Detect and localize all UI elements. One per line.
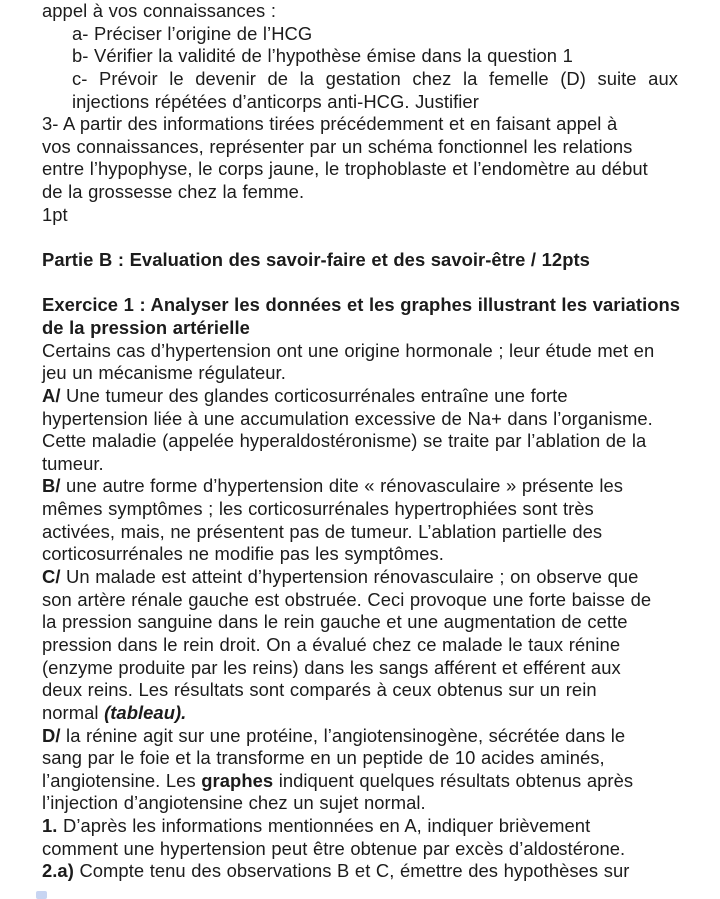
text-segment: Une tumeur des glandes corticosurrénales entraîne une forte: [60, 384, 568, 406]
text-line: [42, 181, 678, 204]
text-line: [42, 226, 678, 249]
text-segment: graphes: [201, 769, 274, 791]
text-segment: la rénine agit sur une protéine, l’angiotensinogène, sécrétée dans le: [60, 724, 626, 746]
text-line: [42, 23, 678, 46]
text-segment: tumeur.: [42, 452, 104, 474]
text-segment: 1pt: [42, 203, 68, 225]
text-line: [42, 68, 678, 91]
text-line: [42, 408, 678, 431]
text-segment: Un malade est atteint d’hypertension rénovasculaire ; on observe que: [60, 566, 639, 588]
text-segment: de la grossesse chez la femme.: [42, 181, 305, 203]
text-segment: de la pression artérielle: [42, 316, 250, 338]
bottom-edge-artifact: [36, 891, 47, 899]
text-segment: Certains cas d’hypertension ont une origine hormonale ; leur étude met en: [42, 339, 655, 361]
text-line: [42, 249, 678, 272]
text-line: [42, 0, 678, 23]
text-segment: la pression sanguine dans le rein gauche et une augmentation de cette: [42, 611, 628, 633]
text-line: [42, 702, 678, 725]
text-line: [42, 136, 678, 159]
text-line: [42, 204, 678, 227]
text-line: [42, 657, 678, 680]
text-segment: l’injection d’angiotensine chez un sujet normal.: [42, 792, 426, 814]
text-line: [42, 385, 678, 408]
text-segment: D/: [42, 724, 61, 746]
text-segment: entre l’hypophyse, le corps jaune, le trophoblaste et l’endomètre au début: [42, 158, 648, 180]
text-line: [42, 589, 678, 612]
text-segment: hypertension liée à une accumulation excessive de Na+ dans l’organisme.: [42, 407, 653, 429]
text-line: [42, 91, 678, 114]
text-segment: corticosurrénales ne modifie pas les symptômes.: [42, 543, 444, 565]
text-segment: Compte tenu des observations B et C, émettre des hypothèses sur: [73, 860, 630, 882]
text-line: [42, 860, 678, 883]
text-segment: 2.a): [42, 860, 74, 882]
text-line: [42, 362, 678, 385]
text-segment: injections répétées d’anticorps anti-HCG. Justifier: [72, 90, 479, 112]
text-segment: D’après les informations mentionnées en A, indiquer brièvement: [57, 815, 591, 837]
text-segment: jeu un mécanisme régulateur.: [42, 362, 286, 384]
text-line: [42, 725, 678, 748]
text-line: [42, 498, 678, 521]
text-line: [42, 792, 678, 815]
document-text-block: [42, 0, 681, 883]
text-segment: l’angiotensine. Les: [42, 769, 202, 791]
text-segment: A/: [42, 384, 61, 406]
text-line: [42, 611, 678, 634]
text-line: [42, 634, 678, 657]
text-segment: Partie B : Evaluation des savoir-faire et des savoir-être / 12pts: [42, 249, 590, 271]
text-segment: son artère rénale gauche est obstruée. Ceci provoque une forte baisse de: [42, 588, 652, 610]
text-line: [42, 430, 678, 453]
text-segment: Cette maladie (appelée hyperaldostéronisme) se traite par l’ablation de la: [42, 430, 647, 452]
text-segment: 3- A partir des informations tirées précédemment et en faisant appel à: [42, 113, 618, 135]
text-line: [42, 45, 678, 68]
text-line: [42, 815, 678, 838]
text-segment: B/: [42, 475, 61, 497]
text-segment: une autre forme d’hypertension dite « rénovasculaire » présente les: [60, 475, 624, 497]
text-line: [42, 679, 678, 702]
text-line: [42, 566, 678, 589]
text-line: [42, 317, 678, 340]
text-line: [42, 770, 678, 793]
text-segment: b- Vérifier la validité de l’hypothèse émise dans la question 1: [72, 45, 573, 67]
text-line: [42, 158, 678, 181]
text-segment: 1.: [42, 815, 58, 837]
text-segment: Exercice 1 : Analyser les données et les graphes illustrant les variations: [42, 294, 681, 316]
text-segment: normal: [42, 701, 105, 723]
text-segment: a- Préciser l’origine de l’HCG: [72, 22, 313, 44]
text-line: [42, 453, 678, 476]
text-line: [42, 113, 678, 136]
text-line: [42, 272, 678, 295]
text-segment: comment une hypertension peut être obtenue par excès d’aldostérone.: [42, 837, 626, 859]
text-segment: activées, mais, ne présentent pas de tumeur. L’ablation partielle des: [42, 520, 603, 542]
text-line: [42, 521, 678, 544]
text-segment: C/: [42, 566, 61, 588]
text-segment: c- Prévoir le devenir de la gestation chez la femelle (D) suite aux: [72, 67, 678, 89]
text-line: [42, 747, 678, 770]
text-line: [42, 475, 678, 498]
text-segment: vos connaissances, représenter par un schéma fonctionnel les relations: [42, 135, 633, 157]
text-line: [42, 543, 678, 566]
text-segment: sang par le foie et la transforme en un peptide de 10 acides aminés,: [42, 747, 605, 769]
text-segment: mêmes symptômes ; les corticosurrénales hypertrophiées sont très: [42, 498, 594, 520]
text-line: [42, 340, 678, 363]
text-line: [42, 838, 678, 861]
text-segment: indiquent quelques résultats obtenus après: [273, 769, 634, 791]
text-segment: appel à vos connaissances :: [42, 0, 276, 21]
text-segment: pression dans le rein droit. On a évalué chez ce malade le taux rénine: [42, 633, 621, 655]
text-line: [42, 294, 681, 317]
text-segment: (enzyme produite par les reins) dans les sangs afférent et efférent aux: [42, 656, 621, 678]
text-segment: (tableau).: [104, 701, 187, 723]
text-segment: deux reins. Les résultats sont comparés à ceux obtenus sur un rein: [42, 679, 597, 701]
